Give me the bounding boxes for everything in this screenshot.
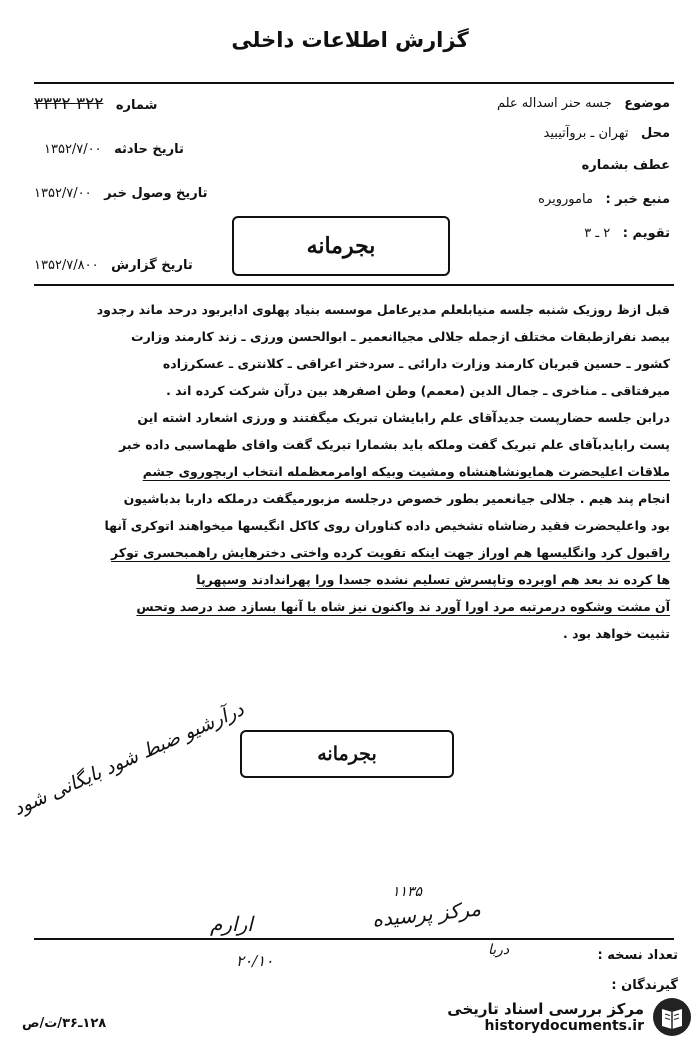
rating-field — [584, 226, 670, 241]
location-value: تهران ـ بروآتیبید — [543, 126, 629, 141]
recipients-field: گیرندگان : — [611, 978, 678, 993]
header-bottom-rule — [34, 284, 674, 286]
source-field — [538, 192, 670, 207]
report-date-field — [34, 258, 193, 273]
copies-field: تعداد نسخه : — [597, 948, 678, 963]
top-rule — [34, 82, 674, 84]
receive-date-value: ۱۳۵۲/۷/۰۰ — [34, 186, 92, 201]
subject-field — [497, 96, 670, 111]
event-date-field — [44, 142, 184, 157]
location-field — [544, 126, 670, 141]
watermark-text — [447, 1000, 644, 1034]
event-date-value: ۱۳۵۲/۷/۰۰ — [44, 142, 102, 157]
report-date-label: تاریخ گزارش — [111, 258, 193, 273]
signature-3: دربا — [488, 942, 510, 958]
body-line: آن مشت وشکوه درمرتبه مرد اورا آورد ند واکنون نیز شاه با آنها بسازد صد درصد وتحس — [136, 599, 670, 614]
subject-value: جسه حنر اسداله علم — [496, 96, 612, 111]
receive-date-label: تاریخ وصول خبر — [104, 186, 208, 201]
body-line: میرفتاقی ـ مناخری ـ جمال الدین (معمم) وطن اصفرهد بین درآن شرکت کرده اند . — [166, 383, 670, 398]
book-logo-icon — [652, 997, 692, 1037]
body-line: کشور ـ حسین قبریان کارمند وزارت دارائی ـ سردختر اعراقی ـ کلانتری ـ عسکرزاده — [162, 356, 670, 371]
body-line: بود واعلیحضرت فقید رضاشاه تشخیص داده کناوران روی کاکل انگیسها میخواهند اتوکری آنها — [104, 518, 670, 533]
report-body — [44, 296, 670, 647]
number-value: ۳۲۲ ۳۳۳۲ — [34, 94, 104, 114]
signature-1: ارارم — [210, 912, 253, 936]
body-line: قبل ازظ روزیک شنبه جلسه منیابلعلم مدیرعامل موسسه بنیاد پهلوی ادایربود درحد ماند رجدود — [96, 302, 670, 317]
body-line: ملاقات اعلیحضرت همایونشاهنشاه ومشیت وبیکه اوامرمعظمله انتخاب اربچوروی جشم — [142, 464, 670, 479]
source-value: مامورویره — [538, 192, 593, 207]
body-line: راقبول کرد وانگلیسها هم اوراز جهت اینکه تقویت کرده واختی دخترهایش راهمبحسری توکر — [111, 545, 670, 560]
rating-label: تقویم : — [622, 226, 670, 241]
followup-label: عطف بشماره — [581, 158, 670, 173]
location-label: محل — [640, 126, 670, 141]
signature-2: مرکز پرسیده — [371, 896, 483, 932]
watermark-name: مرکز بررسی اسناد تاریخی — [447, 1000, 644, 1018]
margin-note: درآرشیو ضبط شود بایگانی شود — [10, 698, 248, 821]
event-date-label: تاریخ حادثه — [114, 142, 184, 157]
followup-field — [582, 158, 670, 173]
number-label: شماره — [115, 98, 158, 113]
signature-2-sub: ۱۱۳۵ — [392, 884, 423, 900]
rating-value: ۲ ـ ۳ — [584, 226, 611, 241]
body-line: انجام پند هیم . جلالی جیانعمیر بطور خصوص درجلسه مزبورمیگفت درملکه داربا بدباشیون — [123, 491, 670, 506]
body-line: درابن جلسه حضارپست جدیدآقای علم رابایشان تبریک میگفتند و ورزی اشعارد اشته این — [137, 410, 670, 425]
report-title: گزارش اطلاعات داخلی — [231, 28, 469, 52]
body-line: ها کرده ند بعد هم اوبرده وتاپسرش تسلیم نشده جسدا ورا پهراندادند وسپهرپا — [196, 572, 670, 587]
subject-label: موضوع — [624, 96, 670, 111]
body-line: تثبیت خواهد بود . — [562, 626, 670, 641]
watermark — [410, 994, 692, 1040]
body-line: پست رابایدبآقای علم تبریک گفت وملکه باید بشمارا تبریک گفت واقای طهماسبی داده خبر — [119, 437, 670, 452]
watermark-url: historydocuments.ir — [484, 1018, 644, 1034]
source-label: منبع خبر : — [605, 192, 670, 207]
body-line: بیصد نفرازطبقات مختلف ازجمله جلالی مجیاانعمیر ـ ابوالحسن ورزی ـ زند کارمند وزارت — [131, 329, 670, 344]
number-field — [34, 94, 157, 114]
receive-date-field — [34, 186, 208, 201]
report-date-value: ۱۳۵۲/۷/۸۰۰ — [34, 258, 99, 273]
header-stamp: بجرمانه — [232, 216, 450, 276]
footer-rule — [34, 938, 674, 940]
signature-1-sub: ۲۰/۱۰ — [236, 952, 274, 970]
document-number: ۱۲۸ـ۳۶/ت/ص — [22, 1016, 107, 1031]
body-stamp: بجرمانه — [240, 730, 454, 778]
